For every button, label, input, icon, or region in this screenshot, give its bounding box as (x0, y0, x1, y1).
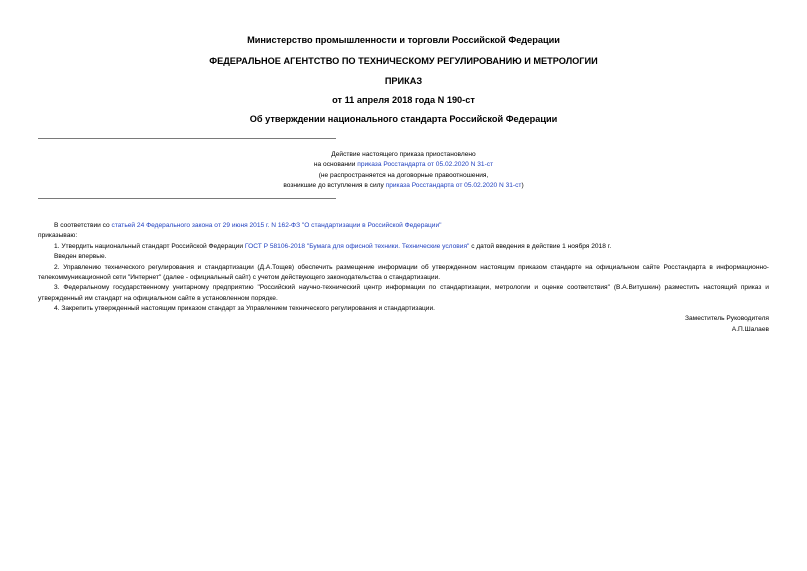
item-1-suffix: с датой введения в действие 1 ноября 2018 г. (469, 242, 612, 250)
document-subject: Об утверждении национального стандарта Российской Федерации (249, 114, 558, 124)
document-date-number: от 11 апреля 2018 года N 190-ст (332, 95, 475, 105)
notice-line-4 (0, 181, 807, 191)
suspension-order-link[interactable]: приказа Росстандарта от 05.02.2020 N 31-ст (357, 161, 494, 169)
notice-line-2-prefix: на основании (313, 161, 358, 169)
notice-top-divider (38, 138, 336, 139)
order-body (38, 221, 769, 315)
agency-title: ФЕДЕРАЛЬНОЕ АГЕНТСТВО ПО ТЕХНИЧЕСКОМУ РЕГУЛИРОВАНИЮ И МЕТРОЛОГИИ (209, 56, 598, 66)
notice-bottom-divider (38, 198, 336, 199)
suspension-notice (0, 150, 807, 192)
introduced-first-note: Введен впервые. (54, 253, 107, 261)
preamble-prefix: В соответствии со (54, 222, 112, 229)
notice-line-1: Действие настоящего приказа приостановлено (331, 151, 476, 158)
item-3-paragraph: 3. Федеральному государственному унитарному предприятию "Российский научно-технический центр информации по стандартизации, метрологии и оценке соответствия" (В.А.Витушкин) разместить настоящий приказ и утвержденный им стандарт на официальном сайте в установленном порядке. (38, 284, 769, 302)
signatory-position: Заместитель Руководителя (685, 315, 769, 322)
item-1-prefix: 1. Утвердить национальный стандарт Российской Федерации (54, 242, 245, 250)
signatory-name: А.П.Шалаев (731, 326, 769, 333)
item-4-paragraph: 4. Закрепить утвержденный настоящим приказом стандарт за Управлением технического регулирования и стандартизации. (54, 305, 435, 313)
preamble-paragraph (38, 221, 769, 231)
item-2-paragraph: 2. Управлению технического регулирования и стандартизации (Д.А.Тощев) обеспечить размещение информации об утвержденном настоящим приказом стандарте на официальном сайте Росстандарта в информационно-телекоммуникационной сети "Интернет" (далее - официальный сайт) с учетом действующего законодательства о стандартизации. (38, 263, 769, 282)
notice-line-4-prefix: возникшие до вступления в силу (283, 182, 386, 190)
gost-standard-link[interactable]: ГОСТ Р 58106-2018 "Бумага для офисной техники. Технические условия" (244, 242, 470, 250)
order-word: приказываю: (38, 232, 78, 240)
federal-law-link[interactable]: статьей 24 Федерального закона от 29 июня 2015 г. N 162-ФЗ "О стандартизации в Российской Федерации" (111, 222, 442, 229)
item-1-paragraph (38, 242, 769, 252)
notice-line-4-suffix: ) (521, 182, 524, 190)
suspension-order-link-2[interactable]: приказа Росстандарта от 05.02.2020 N 31-ст (385, 182, 522, 190)
signature-block (685, 313, 769, 335)
notice-line-3: (не распространяется на договорные правоотношения, (318, 171, 489, 179)
ministry-title: Министерство промышленности и торговли Российской Федерации (247, 35, 560, 45)
notice-line-2 (0, 160, 807, 170)
document-type: ПРИКАЗ (384, 76, 423, 86)
